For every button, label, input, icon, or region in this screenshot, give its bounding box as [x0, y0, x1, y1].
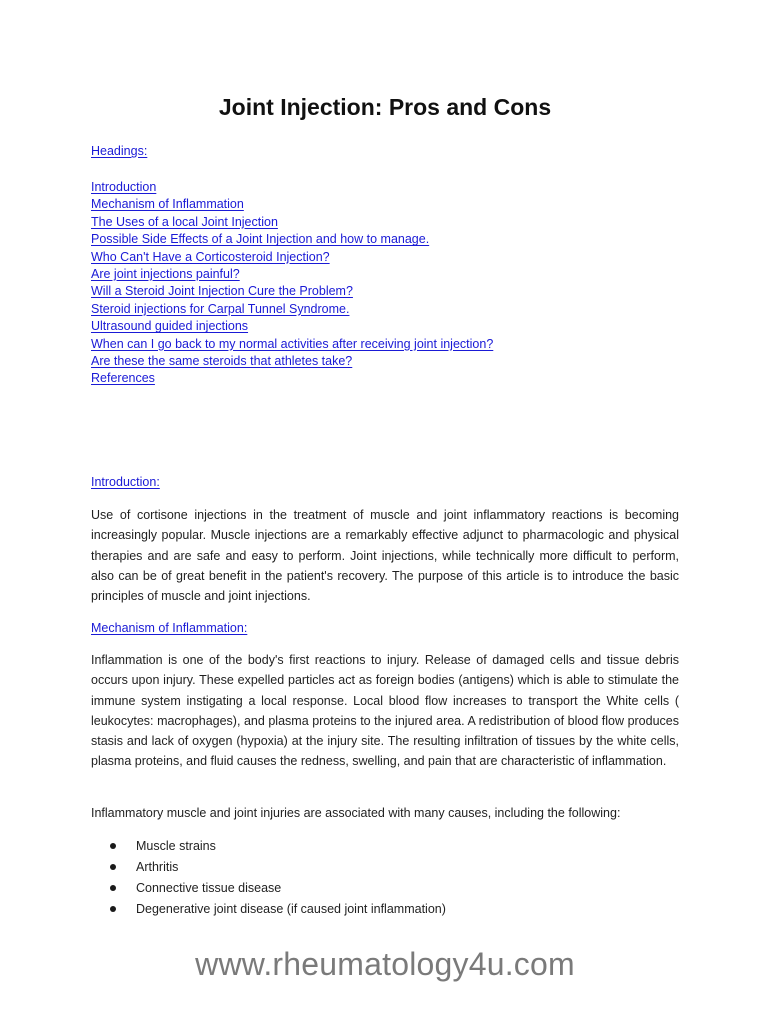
table-of-contents [91, 178, 493, 387]
toc-link-introduction[interactable]: Introduction [91, 180, 157, 194]
list-item-label: Arthritis [136, 860, 179, 874]
toc-item [91, 335, 493, 352]
toc-link-who-cant[interactable]: Who Can't Have a Corticosteroid Injection? [91, 249, 330, 264]
bullet-icon [110, 885, 116, 891]
list-item-label: Connective tissue disease [136, 881, 282, 895]
toc-link-references[interactable]: References [91, 371, 155, 386]
list-item-label: Degenerative joint disease (if caused joint inflammation) [136, 902, 446, 916]
watermark: www.rheumatology4u.com [195, 946, 575, 982]
list-item [110, 899, 446, 920]
list-item [110, 878, 446, 899]
toc-item [91, 248, 493, 265]
list-item [110, 857, 446, 878]
introduction-paragraph: Use of cortisone injections in the treatment of muscle and joint inflammatory reactions is becoming increasingly popular. Muscle injections are a remarkably effective adjunct to pharmacologic and physical therapies and are safe and easy to perform. Joint injections, while technically more difficult to perform, also can be of great benefit in the patient's recovery. The purpose of this article is to introduce the basic principles of muscle and joint injections. [91, 508, 679, 604]
causes-list [110, 836, 446, 920]
toc-item [91, 195, 493, 212]
page-title: Joint Injection: Pros and Cons [218, 94, 552, 120]
toc-link-side-effects[interactable]: Possible Side Effects of a Joint Injection and how to manage. [91, 232, 430, 247]
toc-link-normal-activities[interactable]: When can I go back to my normal activities after receiving joint injection? [91, 336, 494, 351]
headings-link[interactable]: Headings: [91, 144, 148, 158]
toc-item [91, 317, 493, 334]
toc-item [91, 213, 493, 230]
mechanism-paragraph: Inflammation is one of the body's first reactions to injury. Release of damaged cells and tissue debris occurs upon injury. These expelled particles act as foreign bodies (antigens) which is able to stimulate the immune system instigating a local response. Local blood flow increases to transport the White cells ( leukocytes: macrophages), and plasma proteins to the injured area. A redistribution of blood flow produces stasis and lack of oxygen (hypoxia) at the injury site. The resulting infiltration of tissues by the white cells, plasma proteins, and fluid causes the redness, swelling, and pain that are characteristic of inflammation. [91, 653, 679, 769]
toc-link-cure[interactable]: Will a Steroid Joint Injection Cure the Problem? [91, 284, 353, 299]
toc-link-mechanism[interactable]: Mechanism of Inflammation [91, 197, 244, 212]
bullet-icon [110, 864, 116, 870]
causes-intro-paragraph: Inflammatory muscle and joint injuries are associated with many causes, including the following: [91, 806, 621, 820]
toc-item [91, 369, 493, 386]
toc-item [91, 178, 493, 195]
list-item-label: Muscle strains [136, 839, 216, 853]
toc-link-ultrasound[interactable]: Ultrasound guided injections [91, 319, 249, 334]
toc-link-carpal-tunnel[interactable]: Steroid injections for Carpal Tunnel Syndrome. [91, 301, 350, 316]
toc-link-painful[interactable]: Are joint injections painful? [91, 266, 240, 281]
introduction-heading[interactable]: Introduction: [91, 475, 160, 489]
bullet-icon [110, 906, 116, 912]
toc-item [91, 282, 493, 299]
toc-link-uses[interactable]: The Uses of a local Joint Injection [91, 214, 278, 229]
toc-item [91, 352, 493, 369]
mechanism-heading[interactable]: Mechanism of Inflammation: [91, 621, 248, 635]
list-item [110, 836, 446, 857]
toc-link-athletes[interactable]: Are these the same steroids that athletes take? [91, 353, 353, 368]
toc-item [91, 265, 493, 282]
bullet-icon [110, 843, 116, 849]
toc-item [91, 230, 493, 247]
toc-item [91, 300, 493, 317]
